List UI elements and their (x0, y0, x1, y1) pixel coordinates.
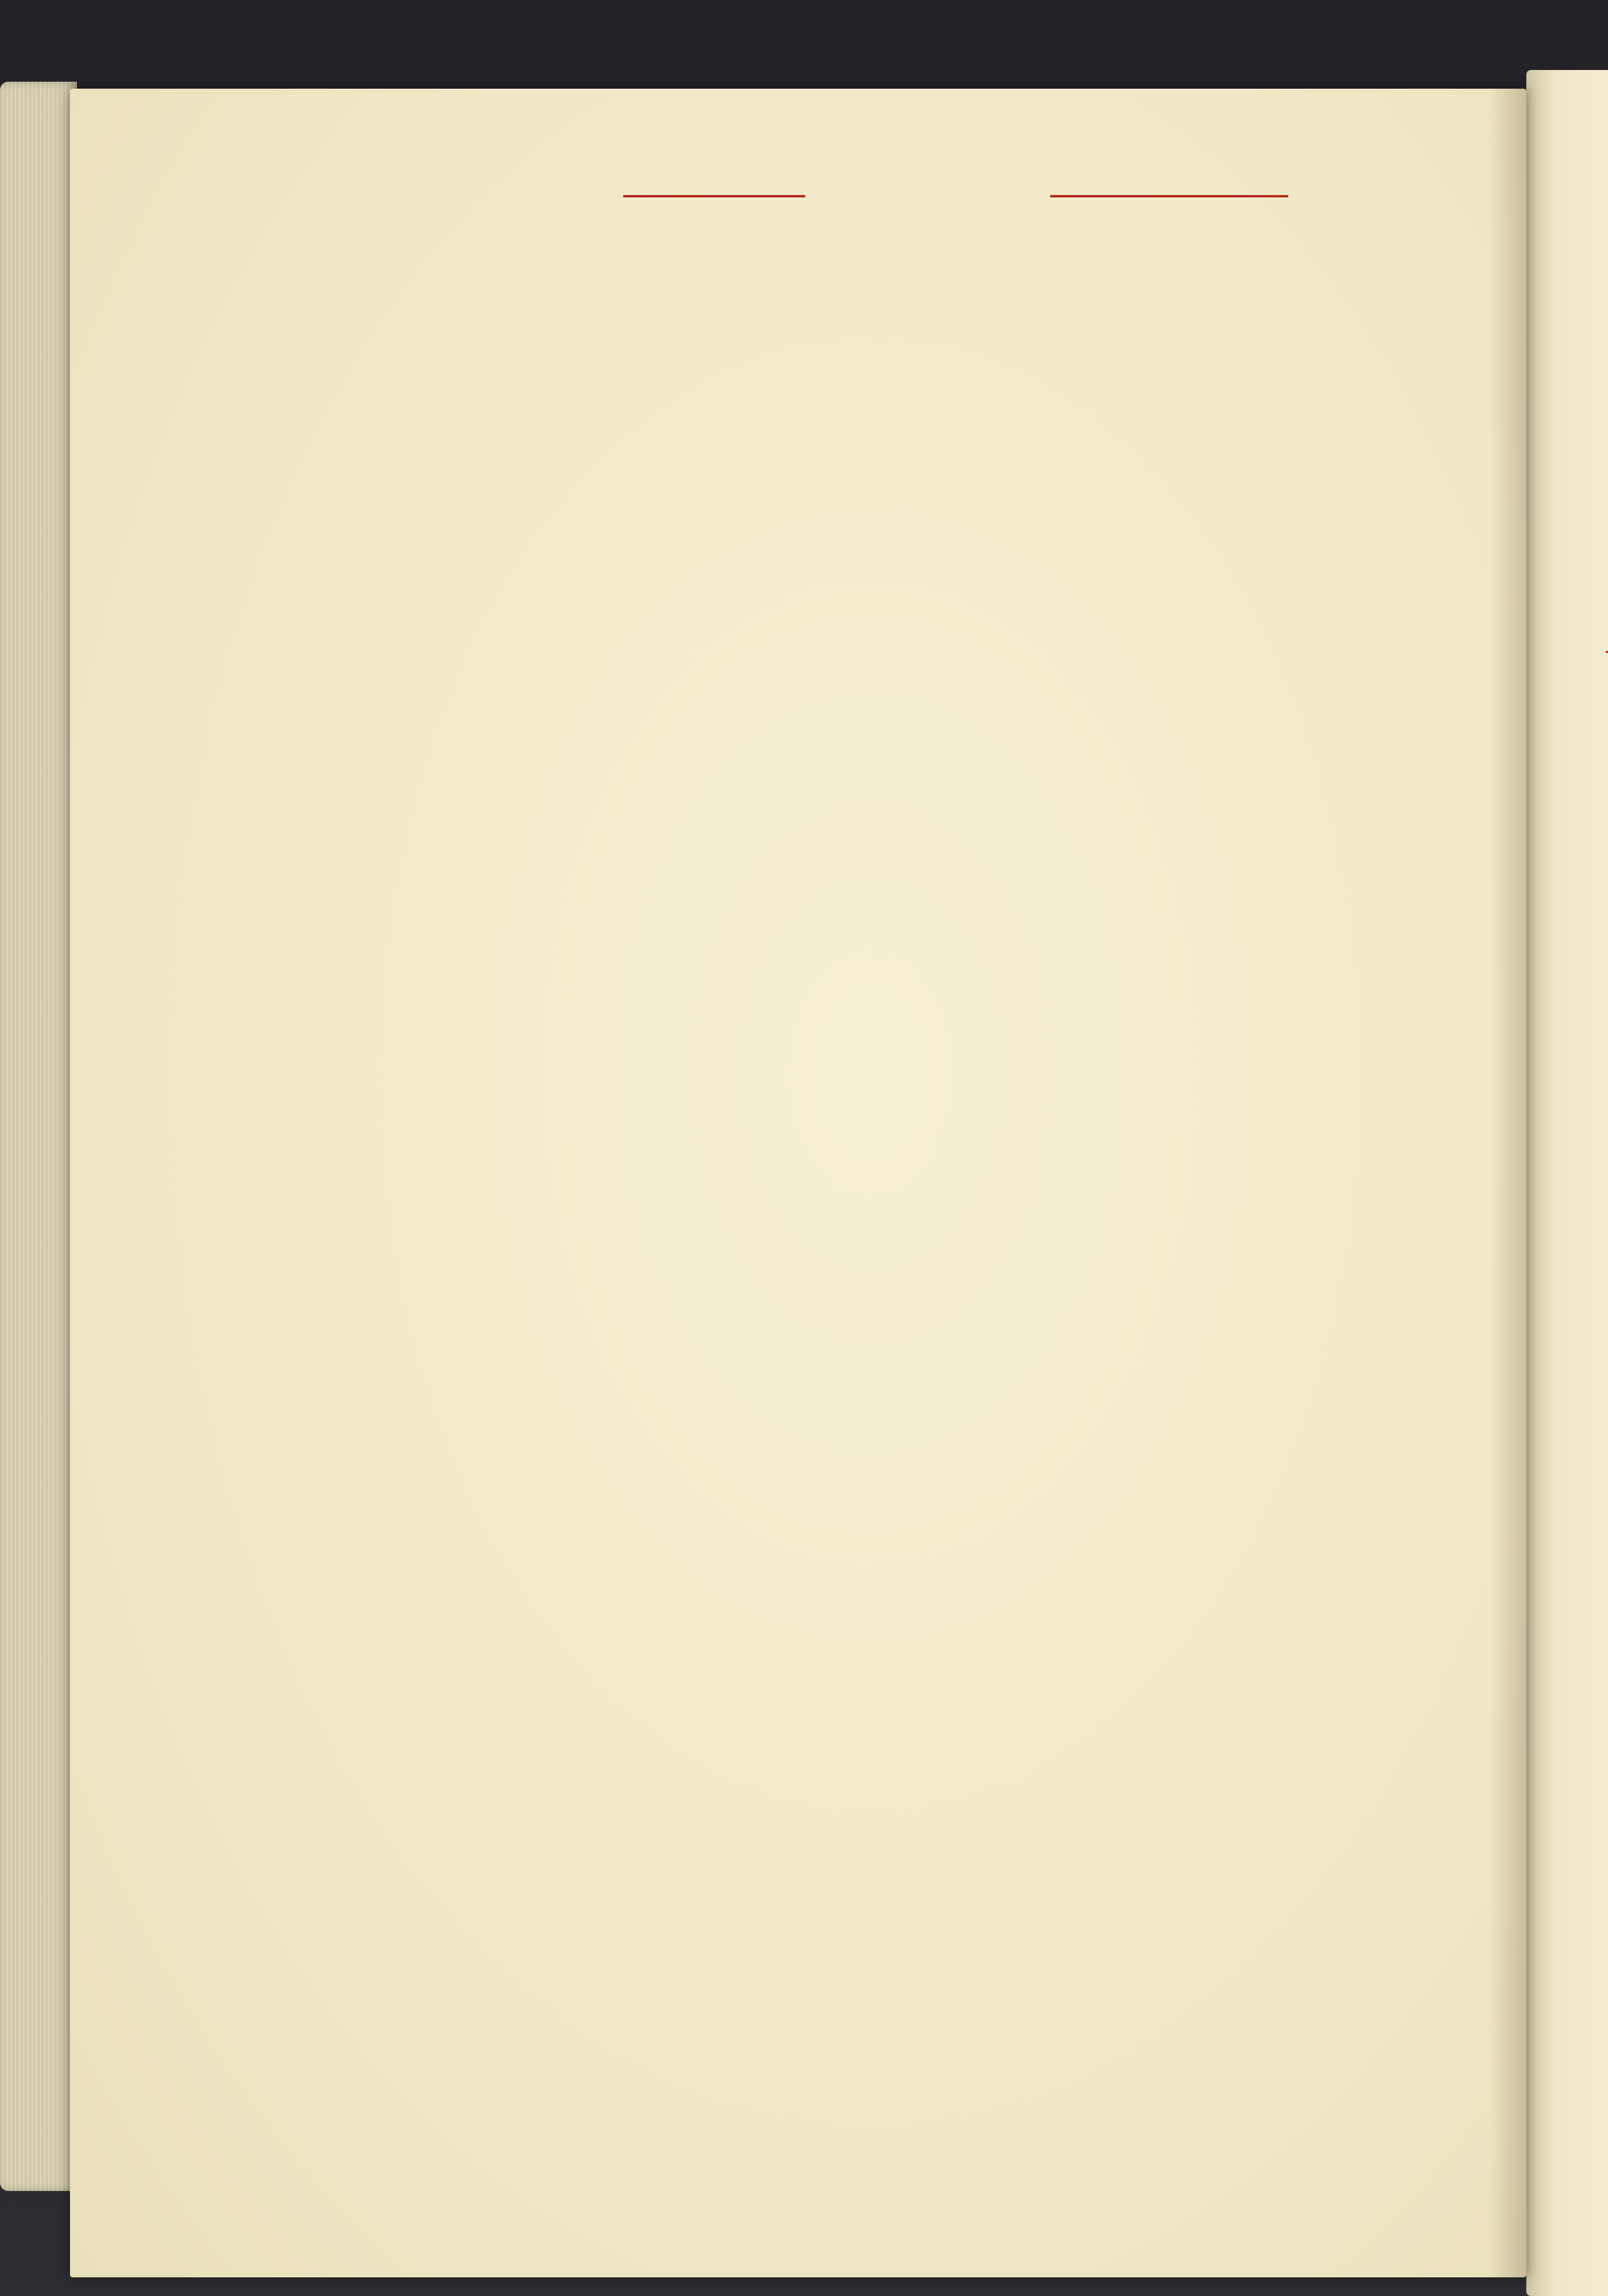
title-rubric-underline (623, 195, 805, 197)
main-text-column-2 (962, 261, 1288, 1783)
margin-rubric-mark (1606, 651, 1608, 653)
book-fore-edge (0, 82, 77, 2191)
left-gloss-column (348, 261, 520, 1783)
main-text-column-1 (562, 252, 899, 1787)
right-gloss-column (1326, 245, 1489, 1598)
adjacent-page-gloss (1559, 691, 1608, 1260)
chapter-rubric-underline (1050, 195, 1288, 197)
adjacent-page (1526, 70, 1608, 2296)
gutter-shadow (1489, 89, 1526, 2277)
